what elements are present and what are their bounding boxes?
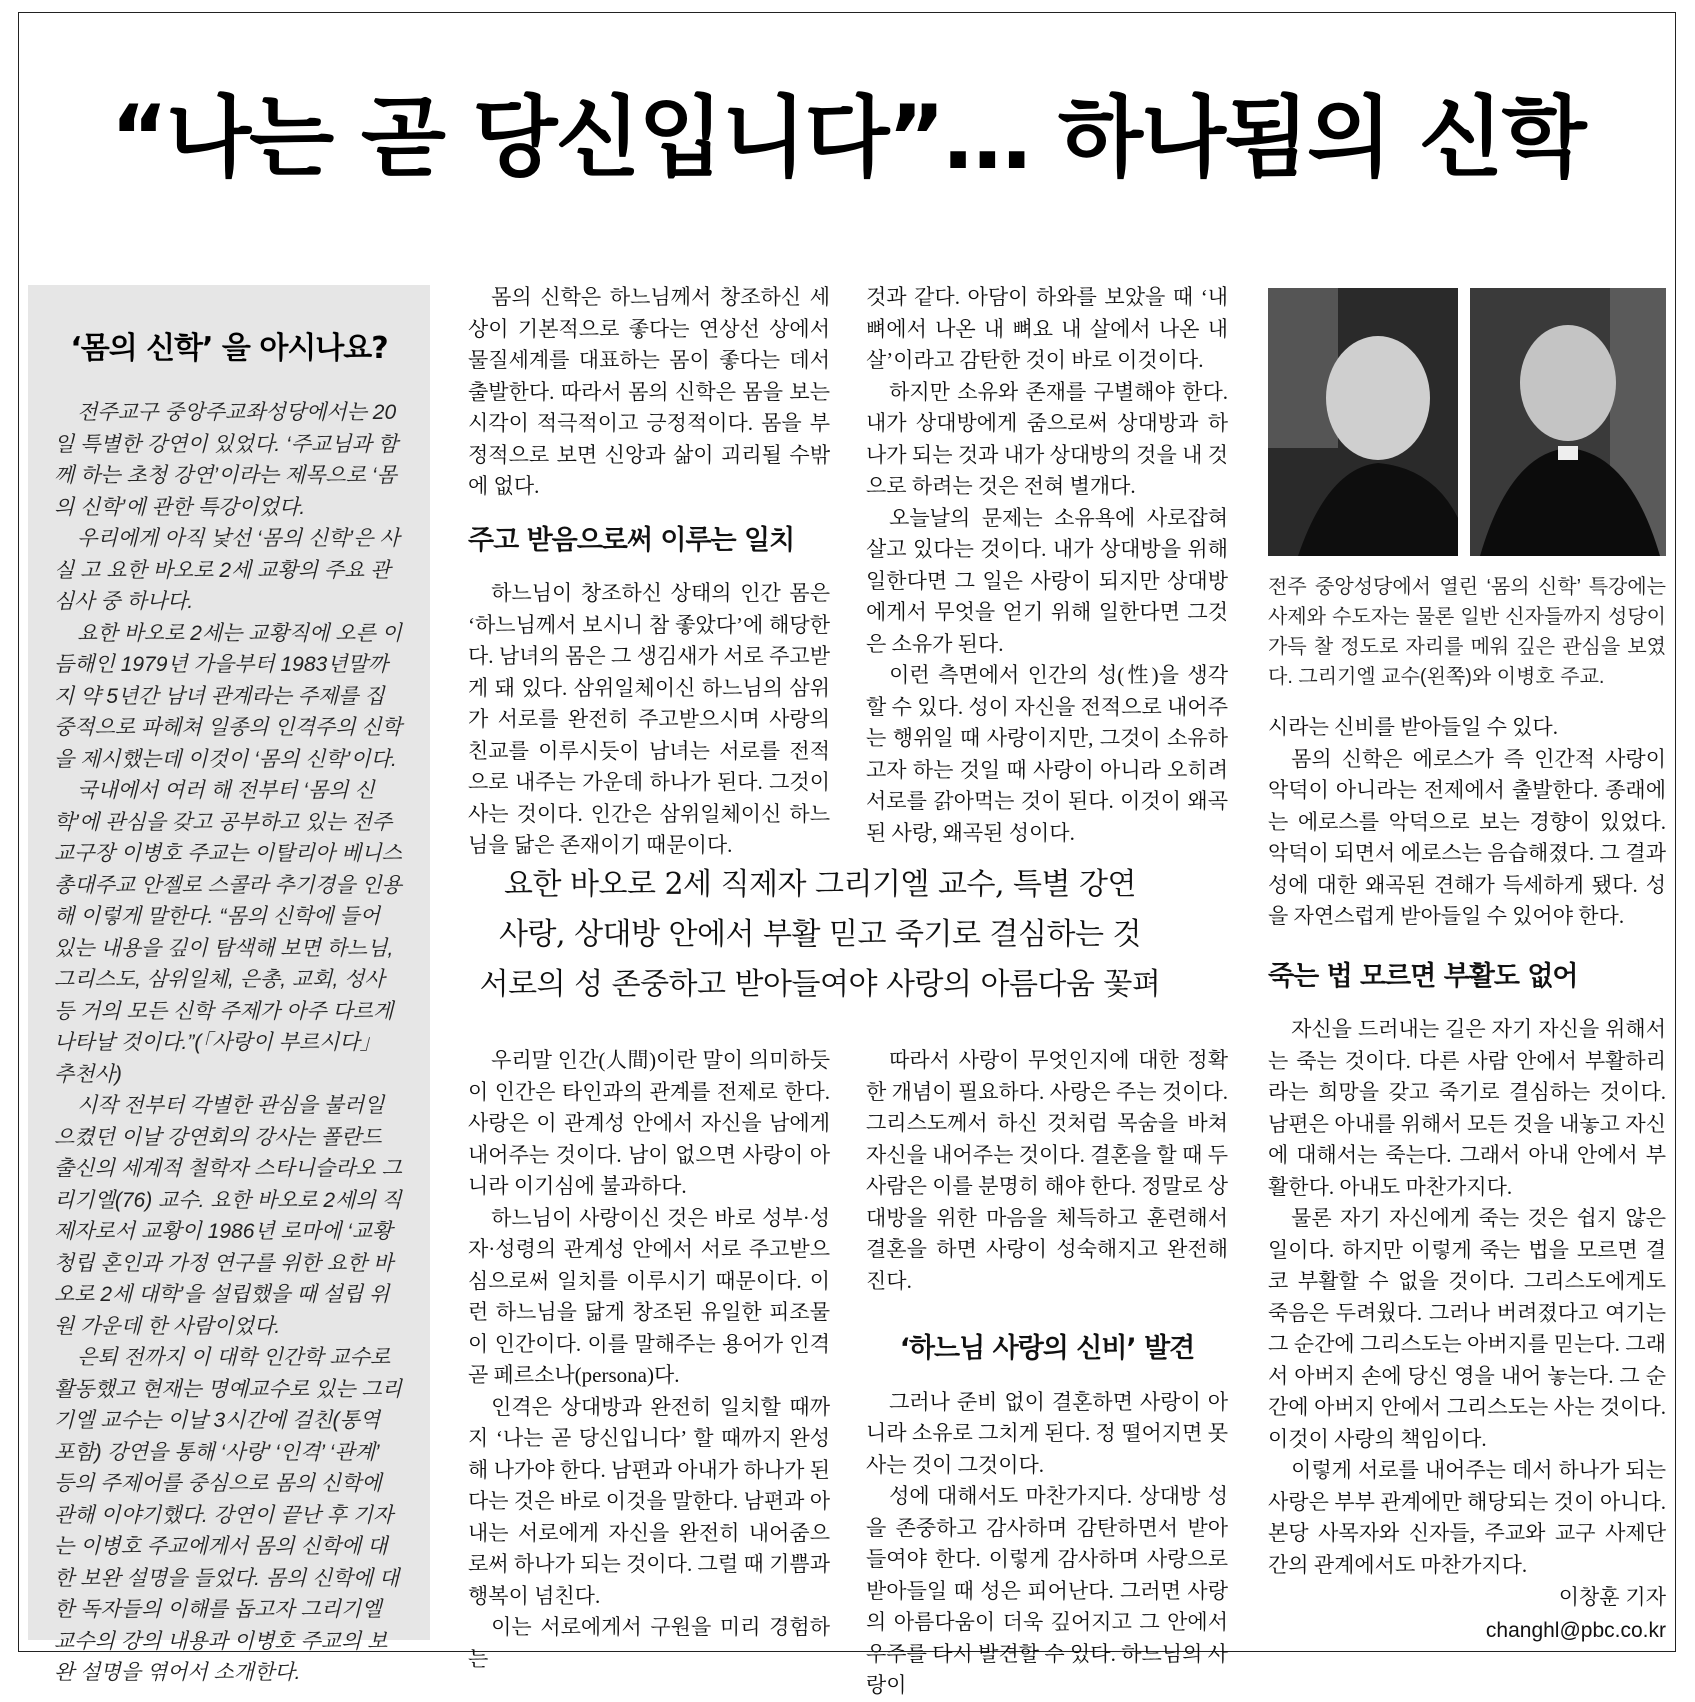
photo-professor-grygiel [1268,288,1458,556]
headline: “나는 곧 당신입니다”… 하나됨의 신학 [110,86,1585,189]
body-paragraph: 따라서 사랑이 무엇인지에 대한 정확한 개념이 필요하다. 사랑은 주는 것이다. 그리스도께서 하신 것처럼 목숨을 바쳐 자신을 내어주는 것이다. 결혼을 할 때 두 사람은 이를 분명히 해야 한다. 정말로 상대방을 위한 마음을 체득하고 훈련해서 결혼을 하면 사랑이 성숙해지고 완전해진다. [866,1048,1228,1293]
body-paragraph: 그러나 준비 없이 결혼하면 사랑이 아니라 소유로 그치게 된다. 정 떨어지면 못 사는 것이 그것이다. [866,1389,1228,1477]
body-paragraph: 자신을 드러내는 길은 자기 자신을 위해서는 죽는 것이다. 다른 사람 안에서 부활하리라는 희망을 갖고 죽기로 결심하는 것이다. 남편은 아내를 위해서 모든 것을 내놓고 자신에 대해서는 죽는다. 그래서 아내 안에서 부활한다. 아내도 마찬가지다. [1268,1017,1666,1199]
article-column-2-top [866,282,1228,849]
sidebar-paragraph: 요한 바오로 2세는 교황직에 오른 이듬해인 1979년 가을부터 1983년말까지 약 5년간 남녀 관계라는 주제를 집중적으로 파헤쳐 일종의 인격주의 신학을 제시했는데 이것이 ‘몸의 신학’이다. [54,621,402,771]
portrait-image-left [1268,288,1458,556]
photo-caption: 전주 중앙성당에서 열린 ‘몸의 신학’ 특강에는 사제와 수도자는 물론 일반 신자들까지 성당이 가득 찰 정도로 자리를 메워 깊은 관심을 보였다. 그리기엘 교수(왼쪽)와 이병호 주교. [1268,576,1666,688]
sidebar-paragraph: 국내에서 여러 해 전부터 ‘몸의 신학’에 관심을 갖고 공부하고 있는 전주교구장 이병호 주교는 이탈리아 베니스 총대주교 안젤로 스콜라 추기경을 인용해 이렇게 말한다. “몸의 신학에 들어 있는 내용을 깊이 탐색해 보면 하느님, 그리스도, 삼위일체, 은총, 교회, 성사 등 거의 모든 신학 주제가 아주 다르게 나타날 것이다.”(「사랑이 부르시다」 추천사) [54,779,402,1086]
pull-quote-line: 요한 바오로 2세 직제자 그리기엘 교수, 특별 강연 [504,867,1136,902]
subheading-1: 주고 받음으로써 이루는 일치 [468,524,795,556]
article-column-1-top [468,282,830,862]
body-paragraph: 이렇게 서로를 내어주는 데서 하나가 되는 사랑은 부부 관계에만 해당되는 것이 아니다. 본당 사목자와 신자들, 주교와 교구 사제단 간의 관계에서도 마찬가지다. [1268,1458,1666,1577]
subheading-2: ‘하느님 사랑의 신비’ 발견 [899,1333,1195,1364]
body-paragraph: 우리말 인간(人間)이란 말이 의미하듯이 인간은 타인과의 관계를 전제로 한다. 사랑은 이 관계성 안에서 자신을 남에게 내어주는 것이다. 남이 없으면 사랑이 아니라 이기심에 불과하다. [468,1048,830,1198]
body-paragraph: 이런 측면에서 인간의 성(性)을 생각할 수 있다. 성이 자신을 전적으로 내어주는 행위일 때 사랑이지만, 그것이 소유하고자 하는 것일 때 사랑이 아니라 오히려 서로를 갉아먹는 것이 된다. 이것이 왜곡된 사랑, 왜곡된 성이다. [866,663,1228,845]
body-paragraph: 하지만 소유와 존재를 구별해야 한다. 내가 상대방에게 줌으로써 상대방과 하나가 되는 것과 내가 상대방의 것을 내 것으로 하려는 것은 전혀 별개다. [866,379,1228,498]
photo-bishop-lee [1470,288,1666,556]
article-column-1-bottom [468,1045,830,1675]
sidebar-paragraph: 우리에게 아직 낯선 ‘몸의 신학’은 사실 고 요한 바오로 2세 교황의 주요 관심사 중 하나다. [54,527,400,613]
byline-name: 이창훈 기자 [1558,1586,1666,1609]
portrait-image-right [1470,288,1666,556]
body-paragraph: 물론 자기 자신에게 죽는 것은 쉽지 않은 일이다. 하지만 이렇게 죽는 법을 모르면 결코 부활할 수 없을 것이다. 그리스도에게도 죽음은 두려웠다. 그러나 버려졌다고 여기는 그 순간에 그리스도는 아버지를 믿는다. 그래서 아버지 손에 당신 영을 내어 놓는다. 그 순간에 아버지 안에서 그리스도는 사는 것이다. 이것이 사랑의 책임이다. [1268,1206,1666,1451]
pull-quote [440,860,1200,1010]
sidebar-text [54,397,404,1689]
body-paragraph: 하느님이 창조하신 상태의 인간 몸은 ‘하느님께서 보시니 참 좋았다’에 해당한다. 남녀의 몸은 그 생김새가 서로 주고받게 돼 있다. 삼위일체이신 하느님의 삼위가 서로를 완전히 주고받으시며 사랑의 친교를 이루시듯이 남녀는 서로를 전적으로 내주는 가운데 하나가 된다. 그것이 사는 것이다. 인간은 삼위일체이신 하느님을 닮은 존재이기 때문이다. [468,581,830,857]
sidebar-paragraph: 전주교구 중앙주교좌성당에서는 20일 특별한 강연이 있었다. ‘주교님과 함께 하는 초청 강연’이라는 제목으로 ‘몸의 신학’에 관한 특강이었다. [54,401,398,519]
body-paragraph: 오늘날의 문제는 소유욕에 사로잡혀 살고 있다는 것이다. 내가 상대방을 위해 일한다면 그 일은 사랑이 되지만 상대방에게서 무엇을 얻기 위해 일한다면 그것은 소유가 된다. [866,505,1228,656]
body-paragraph: 것과 같다. 아담이 하와를 보았을 때 ‘내 뼈에서 나온 내 뼈요 내 살에서 나온 내 살’이라고 감탄한 것이 바로 이것이다. [866,285,1228,372]
sidebar-box [28,285,430,1684]
sidebar-title: ‘몸의 신학’ 을 아시나요? [70,331,388,366]
article-column-2-bottom [866,1045,1228,1702]
subheading-3: 죽는 법 모르면 부활도 없어 [1268,960,1578,992]
body-paragraph: 인격은 상대방과 완전히 일치할 때까지 ‘나는 곧 당신입니다’ 할 때까지 완성해 나가야 한다. 남편과 아내가 하나가 된다는 것은 바로 이것을 말한다. 남편과 아내는 서로에게 자신을 완전히 내어줌으로써 하나가 되는 것이다. 그럴 때 기쁨과 행복이 넘친다. [468,1394,830,1608]
article-column-3 [1268,712,1666,1647]
byline-email: changhl@pbc.co.kr [1485,1619,1666,1642]
body-paragraph: 이는 서로에게서 구원을 미리 경험하는 [468,1615,830,1671]
body-paragraph: 시라는 신비를 받아들일 수 있다. [1268,715,1558,739]
pull-quote-line: 서로의 성 존중하고 받아들여야 사랑의 아름다움 꽃펴 [479,967,1161,1002]
body-paragraph: 몸의 신학은 에로스가 즉 인간적 사랑이 악덕이 아니라는 전제에서 출발한다. 종래에는 에로스를 악덕으로 보는 경향이 있었다. 악덕이 되면서 에로스는 음습해졌다. 그 결과 성에 대한 왜곡된 견해가 득세하게 됐다. 성을 자연스럽게 받아들일 수 있어야 한다. [1268,746,1666,928]
body-paragraph: 몸의 신학은 하느님께서 창조하신 세상이 기본적으로 좋다는 연상선 상에서 물질세계를 대표하는 몸이 좋다는 데서 출발한다. 따라서 몸의 신학은 몸을 보는 시각이 적극적이고 긍정적이다. 몸을 부정적으로 보면 신앙과 삶이 괴리될 수밖에 없다. [468,285,830,498]
sidebar-paragraph: 시작 전부터 각별한 관심을 불러일으켰던 이날 강연회의 강사는 폴란드 출신의 세계적 철학자 스타니슬라오 그리기엘(76) 교수. 요한 바오로 2세의 직제자로서 교황이 1986년 로마에 ‘교황청립 혼인과 가정 연구를 위한 요한 바오로 2세 대학’을 설립했을 때 설립 위원 가운데 한 사람이었다. [54,1094,402,1338]
body-paragraph: 하느님이 사랑이신 것은 바로 성부·성자·성령의 관계성 안에서 서로 주고받으심으로써 일치를 이루시기 때문이다. 이런 하느님을 닮게 창조된 유일한 피조물이 인간이다. 이를 말해주는 용어가 인격 곧 페르소나(persona)다. [468,1205,830,1387]
pull-quote-line: 사랑, 상대방 안에서 부활 믿고 죽기로 결심하는 것 [499,917,1141,952]
sidebar-paragraph: 은퇴 전까지 이 대학 인간학 교수로 활동했고 현재는 명예교수로 있는 그리기엘 교수는 이날 3시간에 걸친(통역 포함) 강연을 통해 ‘사랑’ ‘인격’ ‘관계’ 등의 주제어를 중심으로 몸의 신학에 관해 이야기했다. 강연이 끝난 후 기자는 이병호 주교에게서 몸의 신학에 대한 보완 설명을 들었다. 몸의 신학에 대한 독자들의 이해를 돕고자 그리기엘 교수의 강의 내용과 이병호 주교의 보완 설명을 엮어서 소개한다. [54,1346,402,1684]
body-paragraph: 성에 대해서도 마찬가지다. 상대방 성을 존중하고 감사하며 감탄하면서 받아들여야 한다. 이렇게 감사하며 사랑으로 받아들일 때 성은 피어난다. 그러면 사랑의 아름다움이 더욱 깊어지고 그 안에서 우주를 다시 발견할 수 있다. 하느님의 사랑이 [866,1484,1228,1697]
